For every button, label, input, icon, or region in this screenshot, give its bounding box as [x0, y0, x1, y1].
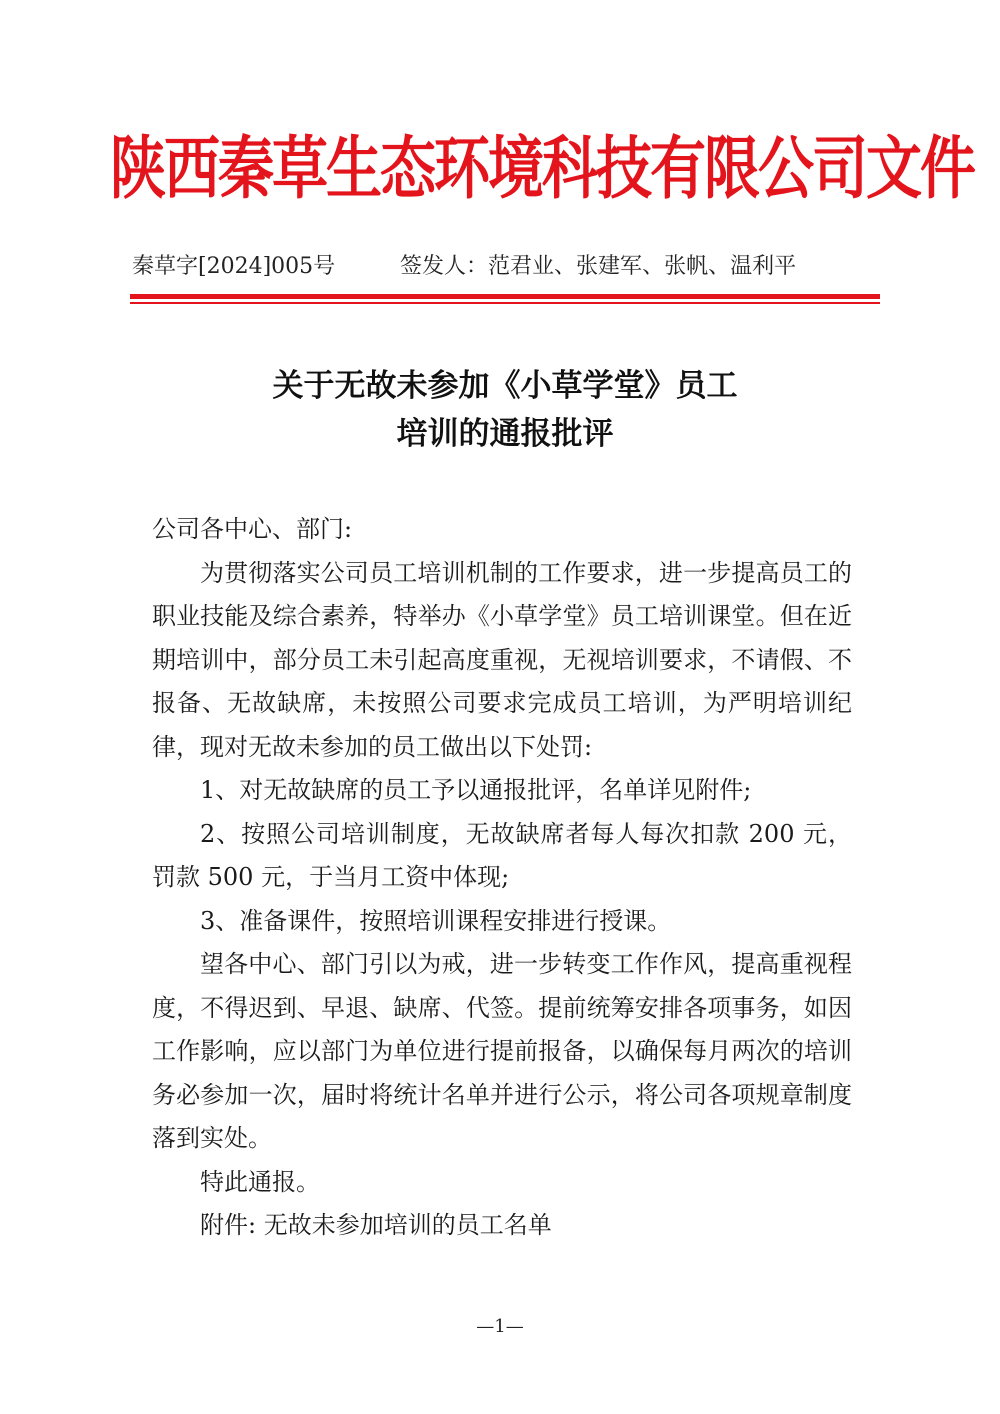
issuer-separator: 、 [554, 254, 577, 279]
attachment-note: 附件: 无故未参加培训的员工名单 [200, 1211, 552, 1239]
penalty-item-3: 3、准备课件，按照培训课程安排进行授课。 [200, 906, 672, 935]
issuer-separator: 、 [642, 254, 665, 279]
header-divider-thin [130, 302, 880, 304]
issuer-line [400, 252, 796, 282]
document-number: 秦草字[2024]005号 [132, 254, 336, 279]
issuer-separator: 、 [708, 254, 731, 279]
salutation: 公司各中心、部门: [152, 515, 353, 543]
penalty-item-1: 1、对无故缺席的员工予以通报批评，名单详见附件; [200, 776, 752, 804]
issuer-name: 张建军 [576, 254, 643, 279]
page-number: —1— [476, 1316, 524, 1337]
penalty-item-2: 2、按照公司培训制度，无故缺席者每人每次扣款 200 元，罚款 500 元，于当月工资中体现; [152, 819, 852, 891]
issuer-name: 温利平 [730, 254, 797, 279]
issuer-name: 张帆 [664, 254, 709, 279]
issuer-name: 范君业 [488, 254, 555, 279]
closing-statement: 特此通报。 [200, 1167, 320, 1196]
body-paragraph-warning: 望各中心、部门引以为戒，进一步转变工作作风，提高重视程度，不得迟到、早退、缺席、代签。提前统筹安排各项事务，如因工作影响，应以部门为单位进行提前报备，以确保每月两次的培训务必参加一次，届时将统计名单并进行公示，将公司各项规章制度落到实处。 [152, 950, 852, 1152]
org-header-title: 陕西秦草生态环境科技有限公司文件 [110, 129, 974, 210]
document-title [130, 362, 880, 458]
header-divider-thick [130, 294, 880, 299]
body-paragraph-intro: 为贯彻落实公司员工培训机制的工作要求，进一步提高员工的职业技能及综合素养，特举办《小草学堂》员工培训课堂。但在近期培训中，部分员工未引起高度重视，无视培训要求，不请假、不报备、无故缺席，未按照公司要求完成员工培训，为严明培训纪律，现对无故未参加的员工做出以下处罚: [152, 558, 852, 761]
issuer-label: 签发人： [400, 254, 489, 279]
document-title-line-2: 培训的通报批评 [396, 416, 614, 452]
document-title-line-1: 关于无故未参加《小草学堂》员工 [272, 368, 738, 404]
document-body [152, 508, 852, 1248]
